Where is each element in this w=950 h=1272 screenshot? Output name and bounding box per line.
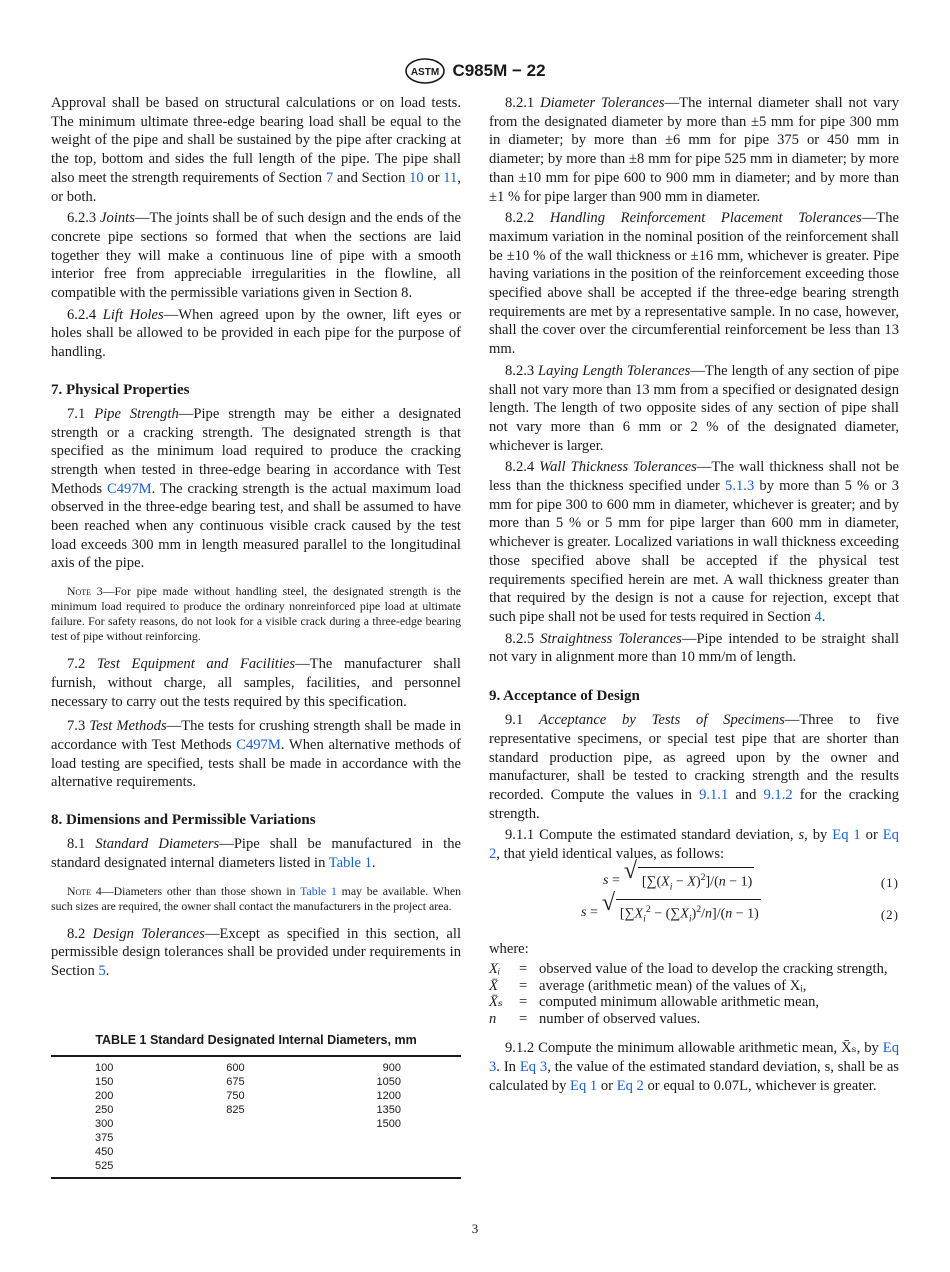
section-6-2-4: 6.2.4 Lift Holes—When agreed upon by the owner, lift eyes or holes shall be allowed to be provided in each pipe for the purpose of handling.	[51, 306, 461, 361]
link-table-1[interactable]: Table 1	[328, 854, 372, 871]
table-cell	[186, 1145, 334, 1159]
astm-logo-icon	[404, 57, 446, 85]
link-section-4[interactable]: 4	[814, 608, 822, 625]
note-4: Note 4—Diameters other than those shown in Table 1 may be available. When such sizes are required, the owner shall contact the manufacturers in the project area.	[51, 883, 461, 913]
svg-text:ASTM: ASTM	[411, 67, 440, 78]
definition-text: average (arithmetic mean) of the values of Xᵢ,	[539, 977, 807, 994]
table-cell	[334, 1159, 461, 1178]
section-8-2-1: 8.2.1 Diameter Tolerances—The internal diameter shall not vary from the designated diameter by more than ±5 mm for pipe 300 mm in diameter; by more than ±6 mm for pipe 375 or 450 mm in diameter; by more than ±8 mm for pipe 525 mm in diameter; by more than ±10 mm for pipe 600 to 900 mm in diameter; and by more than ±1 % for pipe larger than 900 mm in diameter.	[489, 95, 899, 205]
right-column	[489, 94, 899, 1099]
link-section-7[interactable]: 7	[325, 169, 334, 186]
definition-item	[489, 961, 899, 978]
link-9-1-1[interactable]: 9.1.1	[699, 786, 729, 803]
definition-item	[489, 978, 899, 995]
note-3: Note 3—For pipe made without handling steel, the designated strength is the minimum load required to produce the ordinary nonreinforced pipe load at ultimate failure. For safety reasons, do not look for a visible crack during a three-edge bearing test of pipe without reinforcing.	[51, 584, 461, 644]
section-6-2-3: 6.2.3 Joints—The joints shall be of such design and the ends of the concrete pipe sections so formed that when the sections are laid together they will make a continuous line of pipe with a smooth interior free from appreciable irregularities in the flowline, all compatible with the permissible variations given in Section 8.	[51, 210, 461, 302]
table-cell: 900	[382, 1062, 401, 1075]
section-9-1-2: 9.1.2 Compute the minimum allowable arithmetic mean, X̄ₛ, by Eq 3. In Eq 3, the value of the estimated standard deviation, s, shall be as calculated by Eq 1 or Eq 2 or equal to 0.07L, whichever is greater.	[489, 1040, 899, 1094]
table-cell: 1350	[376, 1104, 401, 1117]
equation-2: s = √ $[\sum X_i^2 - (\sum X_i)^2/n]/(n - 1)$ (2)	[489, 900, 899, 928]
definition-sym: X̄ₛ	[489, 994, 503, 1011]
definition-sym: n	[489, 1010, 497, 1027]
link-c497m[interactable]: C497M	[107, 480, 152, 497]
table-cell	[186, 1117, 334, 1131]
table-cell: 1500	[376, 1118, 401, 1131]
table-cell: 100	[95, 1062, 114, 1075]
link-section-11[interactable]: 11	[443, 169, 458, 186]
link-section-10[interactable]: 10	[409, 169, 424, 186]
table-row	[51, 1159, 461, 1178]
link-eq-1[interactable]: Eq 1	[832, 827, 861, 844]
left-column	[51, 94, 461, 1179]
table-row	[51, 1075, 461, 1089]
link-9-1-2[interactable]: 9.1.2	[763, 786, 793, 803]
section-7-3: 7.3 Test Methods—The tests for crushing strength shall be made in accordance with Test Methods C497M. When alternative methods of load testing are specified, tests shall be made in accordance with the alternative requirements.	[51, 718, 462, 791]
table-cell: 600	[226, 1062, 245, 1075]
section-8-1: 8.1 Standard Diameters—Pipe shall be manufactured in the standard designated internal diameters listed in Table 1.	[51, 836, 461, 871]
table-cell: 825	[226, 1104, 245, 1117]
link-table-1-note[interactable]: Table 1	[300, 883, 337, 898]
equation-1: s = √ $[\sum(X_i - X)^2]/(n - 1)$ (1)	[489, 868, 899, 896]
page-header	[0, 56, 950, 86]
table-row	[51, 1131, 461, 1145]
definition-eq: =	[519, 1010, 528, 1027]
table-cell: 450	[95, 1146, 114, 1159]
table-1-title: TABLE 1 Standard Designated Internal Diameters, mm	[95, 1032, 417, 1047]
table-cell: 525	[95, 1160, 114, 1173]
table-row	[51, 1056, 461, 1075]
table-cell: 1050	[376, 1076, 401, 1089]
page-number: 3	[471, 1221, 479, 1236]
where-label: where:	[489, 940, 529, 957]
table-cell	[334, 1131, 461, 1145]
link-c497m-2[interactable]: C497M	[236, 736, 281, 753]
table-row	[51, 1089, 461, 1103]
definition-sym: X̄	[489, 977, 498, 994]
table-cell: 200	[95, 1090, 114, 1103]
definition-item	[489, 1011, 899, 1028]
section-9-1-1: 9.1.1 Compute the estimated standard deviation, s, by Eq 1 or Eq 2, that yield identical values, as follows:	[489, 827, 899, 863]
table-cell	[186, 1159, 334, 1178]
heading-section-7: 7. Physical Properties	[51, 381, 190, 398]
definitions-list	[489, 961, 899, 1027]
section-8-2: 8.2 Design Tolerances—Except as specified in this section, all permissible design tolerances shall be provided under requirements in Section 5.	[51, 925, 461, 979]
definition-eq: =	[519, 994, 528, 1011]
heading-section-8: 8. Dimensions and Permissible Variations	[51, 812, 316, 829]
section-7-1: 7.1 Pipe Strength—Pipe strength may be either a designated strength or a cracking strength. The designated strength is that specified as the minimum load required to produce the cracking strength when tested in three-edge bearing in accordance with Test Methods C497M. The cracking strength is the actual maximum load observed in the three-edge bearing test, and shall be assumed to have been reached when any continuous visible crack caused by the test load exceeds 300 mm in length measured parallel to the longitudinal axis of the pipe.	[51, 405, 462, 572]
link-eq-2[interactable]: Eq 2	[489, 827, 899, 863]
definition-sym: Xᵢ	[489, 961, 501, 978]
section-8-2-2: 8.2.2 Handling Reinforcement Placement Tolerances—The maximum variation in the nominal position of the reinforcement shall be ±10 % of the wall thickness or ±16 mm, whichever is greater. Pipe having variations in the position of the reinforcement exceeding those specified above shall be accepted if the three-edge bearing strength requirements are met by a representative sample. In no case, however, shall the cover over the circumferential reinforcement be less than 13 mm.	[489, 210, 899, 358]
link-eq-2-b[interactable]: Eq 2	[616, 1077, 644, 1094]
table-cell: 300	[95, 1118, 114, 1131]
link-5-1-3[interactable]: 5.1.3	[725, 478, 755, 495]
table-1	[51, 1055, 461, 1179]
table-row	[51, 1117, 461, 1131]
table-cell: 675	[226, 1076, 245, 1089]
definition-eq: =	[519, 977, 528, 994]
table-cell: 250	[95, 1104, 114, 1117]
link-section-5[interactable]: 5	[98, 962, 106, 979]
definition-text: number of observed values.	[539, 1010, 701, 1027]
table-row	[51, 1103, 461, 1117]
section-8-2-3: 8.2.3 Laying Length Tolerances—The length of any section of pipe shall not vary more than 13 mm from a specified or designated design length. The length of two opposite sides of any section of pipe shall not vary more than 6 mm or 2 % of the designated diameter, whichever is larger.	[489, 362, 900, 454]
paragraph-approval: Approval shall be based on structural calculations or on load tests. The minimum ultimate three-edge bearing load shall be equal to the weight of the pipe and shall be sustained by the pipe after cracking at the top, bottom and sides the full length of the pipe. The pipe shall also meet the strength requirements of Section 7 and Section 10 or 11, or both.	[51, 95, 461, 205]
section-8-2-5: 8.2.5 Straightness Tolerances—Pipe intended to be straight shall not vary in alignment more than 10 mm/m of length.	[489, 630, 900, 666]
definition-item	[489, 994, 899, 1011]
section-7-2: 7.2 Test Equipment and Facilities—The manufacturer shall furnish, without charge, all samples, facilities, and personnel necessary to carry out the tests required by this specification.	[51, 656, 461, 710]
definition-text: observed value of the load to develop the cracking strength,	[539, 961, 888, 978]
table-row	[51, 1145, 461, 1159]
table-cell: 375	[95, 1132, 114, 1145]
link-eq-1-b[interactable]: Eq 1	[570, 1077, 598, 1094]
section-9-1: 9.1 Acceptance by Tests of Specimens—Three to five representative specimens, or special test pipe that are shorter than standard production pipe, as agreed upon by the owner and manufacturer, shall be tested to cracking strength and the results recorded. Compute the values in 9.1.1 and 9.1.2 for the cracking strength.	[489, 712, 899, 822]
table-cell	[334, 1145, 461, 1159]
table-cell: 1200	[376, 1090, 401, 1103]
equation-1-number: (1)	[880, 874, 899, 890]
section-8-2-4: 8.2.4 Wall Thickness Tolerances—The wall thickness shall not be less than the thickness specified under 5.1.3 by more than 5 % or 3 mm for pipe 300 to 600 mm in diameter, whichever is greater; and by more than 5 % or 5 mm for pipe larger than 600 mm in diameter, whichever is greater. Localized variations in wall thickness exceeding those specified above shall be accepted if the physical test requirements specified herein are met. A wall thickness greater than that required by the design is not a cause for rejection, except that such pipe shall not be used for tests required in Section 4.	[489, 459, 900, 625]
link-eq-3-b[interactable]: Eq 3	[519, 1059, 548, 1076]
table-cell	[186, 1131, 334, 1145]
heading-section-9: 9. Acceptance of Design	[489, 688, 640, 705]
link-eq-3[interactable]: Eq 3	[489, 1040, 899, 1076]
table-cell: 150	[95, 1076, 114, 1089]
equation-2-number: (2)	[880, 906, 899, 922]
document-id: C985M − 22	[452, 61, 546, 80]
table-cell: 750	[226, 1090, 245, 1103]
definition-eq: =	[519, 961, 528, 978]
definition-text: computed minimum allowable arithmetic mean,	[539, 994, 820, 1011]
